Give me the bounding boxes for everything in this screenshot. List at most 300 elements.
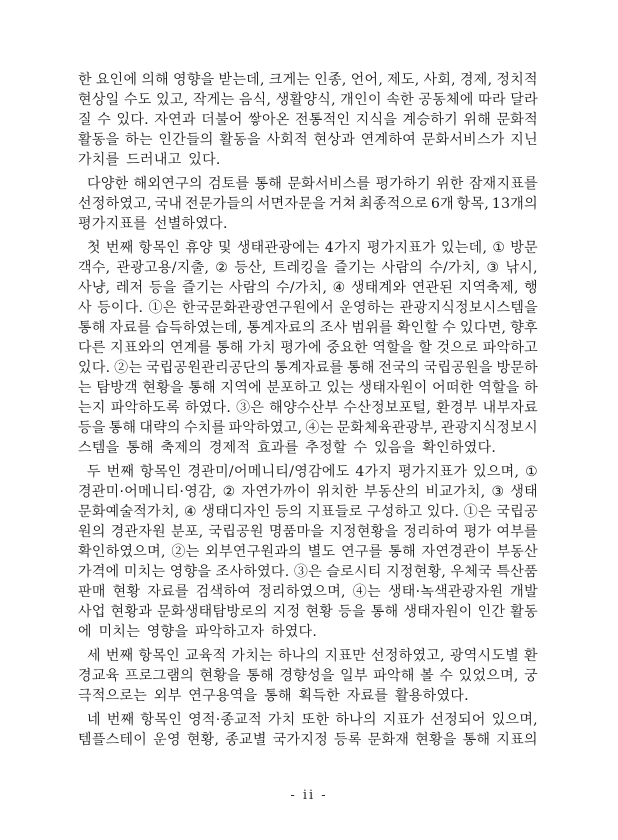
word: 국내 [154, 196, 183, 212]
word: 전통적인 [295, 112, 351, 128]
word: 경관미/어메니티/영감에도 [187, 464, 350, 480]
word: ②는 [114, 360, 143, 376]
text-line [78, 710, 538, 730]
word: 볼 [420, 668, 434, 684]
word: ③ [486, 260, 500, 276]
word: ②는 [171, 544, 200, 560]
word: 등록 [334, 732, 362, 748]
word: 영적·종교적 [188, 712, 262, 728]
word: 쌓아온 [248, 112, 290, 128]
word: 수/가치, [275, 280, 328, 296]
word: 통해 [246, 668, 275, 684]
word: 개인이 [340, 92, 382, 108]
word: ② [222, 484, 236, 500]
word: 하나의 [278, 648, 320, 664]
word: 번째 [105, 648, 134, 664]
word: 있다. [116, 112, 149, 128]
word: 통해 [108, 420, 137, 436]
word: 하는 [125, 132, 153, 148]
word: 현황 [112, 584, 141, 600]
text-line: 가치를 드러내고 있다. [78, 152, 221, 168]
word: 탐방객 [96, 380, 138, 396]
word: 운영하는 [339, 300, 395, 316]
text-line [78, 194, 538, 214]
word: 또한 [301, 712, 330, 728]
word: ① [492, 240, 506, 256]
word: 세 [87, 648, 101, 664]
text-line [78, 562, 538, 582]
word: 즐기는 [182, 280, 224, 296]
word: 자료를 [147, 584, 189, 600]
word: 활동을 [219, 132, 261, 148]
word: 다양한 [87, 176, 129, 192]
word: 경제, [459, 72, 493, 88]
word: 위치한 [316, 484, 359, 500]
page-number: - ii - [290, 788, 328, 803]
text-line: 에 미치는 영향을 파악하고자 하였다. [78, 624, 318, 640]
word: 등을 [148, 280, 177, 296]
word: 항목인 [140, 464, 182, 480]
word: 가치 [267, 712, 296, 728]
word: 일부 [340, 668, 368, 684]
word: 통해 [215, 340, 244, 356]
word: 따라 [478, 92, 506, 108]
word: 운영 [153, 732, 181, 748]
word: ③은 [236, 400, 265, 416]
word: 사람의 [381, 260, 424, 276]
word: 지표의 [496, 732, 538, 748]
word: 연관된 [411, 280, 454, 296]
word: 어떠한 [432, 380, 474, 396]
word: 통해 [370, 604, 399, 620]
word: 네 [87, 712, 101, 728]
word: 통해 [462, 732, 491, 748]
word: 비교가치, [425, 484, 486, 500]
word: 행 [524, 280, 538, 296]
word: 항목, [456, 196, 490, 212]
word: 항목인 [140, 712, 183, 728]
text-line [78, 482, 538, 502]
word: 두 [87, 464, 101, 480]
text-line [78, 602, 538, 622]
word: 광역시도별 [449, 648, 520, 664]
word: 가격에 [78, 564, 120, 580]
word: 지식을 [355, 112, 398, 128]
word: 인간들의 [158, 132, 214, 148]
word: 가치는 [231, 648, 273, 664]
text-line [78, 110, 538, 130]
word: 한 [78, 72, 92, 88]
word: 통해 [347, 360, 375, 376]
word: 문화적 [496, 112, 538, 128]
word: 선정하였고, [371, 648, 445, 664]
word: 한국문화관광연구원에서 [181, 300, 334, 316]
word: 첫 [87, 240, 101, 256]
word: 계승하기 [402, 112, 458, 128]
text-line [78, 666, 538, 686]
word: 외부연구원과의 [205, 544, 303, 560]
word: 특산품 [496, 564, 538, 580]
word: 연구를 [341, 544, 383, 560]
text-line [78, 462, 538, 482]
word: 구성하고 [367, 504, 423, 520]
word: 수도 [123, 92, 152, 108]
word: 판매 [78, 584, 106, 600]
word: ①은 [148, 300, 177, 316]
word: 위해 [463, 112, 492, 128]
word: 수 [97, 112, 112, 128]
word: 분포하고 [266, 380, 322, 396]
word: 수산정보포털, [343, 400, 432, 416]
word: 받는데, [218, 72, 265, 88]
word: 평가지표가 [398, 464, 468, 480]
word: 사람의 [229, 280, 271, 296]
word: 선정되어 [430, 712, 486, 728]
word: 객수, [78, 260, 111, 276]
text-line [78, 418, 538, 438]
word: 자연경관이 [421, 544, 491, 560]
word: 하였다. [184, 400, 232, 416]
word: 미치는 [123, 564, 166, 580]
word: 연계를 [169, 340, 212, 356]
text-line [78, 338, 538, 358]
word: 서면자문을 [256, 196, 326, 212]
word: 등산, [234, 260, 267, 276]
text-line [78, 318, 538, 338]
text-line [78, 542, 538, 562]
word: 중요한 [326, 340, 368, 356]
word: 통해 [388, 544, 416, 560]
word: 등의 [275, 504, 303, 520]
word: 통해 [254, 176, 283, 192]
word: 는 [78, 380, 92, 396]
word: 문화재 [367, 732, 410, 748]
word: 현황을 [142, 380, 184, 396]
text-line: 스템을 통해 축제의 경제적 효과를 추정할 수 있음을 확인하였다. [78, 440, 497, 456]
word: 역할을 [372, 340, 414, 356]
document-body [78, 70, 538, 754]
word: 요인에 [95, 72, 138, 88]
word: 생태자원이 [358, 380, 428, 396]
word: 있다. [426, 504, 460, 520]
word: 있다. [78, 360, 111, 376]
word: 파악하도록 [110, 400, 180, 416]
word: 자연과 [154, 112, 196, 128]
word: 경교육 [78, 668, 120, 684]
word: 파악해 [373, 668, 415, 684]
paragraph [78, 646, 538, 706]
text-line [78, 646, 538, 666]
word: 지표가 [382, 712, 425, 728]
word: 문화생태탐방로의 [157, 604, 268, 620]
word: 역할을 [478, 380, 520, 396]
word: 있는데, [441, 240, 488, 256]
word: 휴양 [185, 240, 213, 256]
word: 있으며, [491, 712, 538, 728]
paragraph [78, 238, 538, 458]
word: 관광지식정보시 [441, 420, 538, 436]
word: 있는 [326, 380, 354, 396]
word: 경관자원 [110, 524, 166, 540]
word: 분포, [171, 524, 204, 540]
word: 평가에 [280, 340, 322, 356]
word: 정치적 [496, 72, 538, 88]
word: 현황 [305, 604, 334, 620]
word: 프로그램의 [124, 668, 195, 684]
text-line [78, 174, 538, 194]
word: 부동산의 [364, 484, 420, 500]
word: 통해 [188, 380, 216, 396]
word: 번째 [106, 464, 135, 480]
word: 국립공원 [208, 524, 264, 540]
word: 등이다. [97, 300, 144, 316]
word: 위한 [436, 176, 464, 192]
word: 잠재지표를 [468, 176, 538, 192]
word: 는지 [78, 400, 106, 416]
word: ④는 [352, 584, 381, 600]
word: 대략의 [139, 420, 181, 436]
word: 생태자원이 [403, 604, 473, 620]
word: 방문하 [496, 360, 538, 376]
word: 지표와의 [110, 340, 166, 356]
word: 확인하였으며, [78, 544, 166, 560]
word: 활동 [510, 604, 538, 620]
word: 경관미·어메니티·영감, [78, 484, 217, 500]
word: 낚시, [505, 260, 538, 276]
text-line [78, 582, 538, 602]
word: 해양수산부 [269, 400, 339, 416]
word: 생태계와 [350, 280, 407, 296]
word: 영향을 [169, 564, 212, 580]
word: 평가지표가 [366, 240, 436, 256]
word: 파악하였고, [228, 420, 303, 436]
word: 별도 [307, 544, 336, 560]
word: ① [525, 464, 538, 480]
word: 자료를 [109, 320, 152, 336]
word: ④ [184, 504, 197, 520]
word: 작게는 [192, 92, 235, 108]
word: 생태 [510, 484, 538, 500]
word: 평가하기 [375, 176, 431, 192]
word: 레저 [115, 280, 144, 296]
word: 현황을 [415, 732, 457, 748]
word: 전국의 [378, 360, 420, 376]
word: 명품마을 [268, 524, 325, 540]
text-line: 극적으로는 외부 연구용역을 통해 획득한 자료를 활용하였다. [78, 688, 469, 704]
word: 최종적으로 [359, 196, 429, 212]
word: 우체국 [450, 564, 493, 580]
word: ③ [491, 484, 505, 500]
word: 환경부 [436, 400, 478, 416]
word: 개발 [510, 584, 538, 600]
word: 수/가치, [429, 260, 481, 276]
word: 부동산 [496, 544, 538, 560]
word: 하나의 [335, 712, 377, 728]
word: 4가지 [324, 240, 362, 256]
word: 지정현황을 [329, 524, 399, 540]
word: 범위를 [351, 320, 393, 336]
word: 템플스테이 [78, 732, 148, 748]
word: 해외연구의 [133, 176, 203, 192]
word: 13개의 [491, 196, 538, 212]
word: 평가 [463, 524, 492, 540]
word: 방문 [510, 240, 538, 256]
word: 생활양식, [275, 92, 336, 108]
word: 트레킹을 [272, 260, 328, 276]
word: 지정 [272, 604, 301, 620]
word: 6개 [430, 196, 454, 212]
word: 하 [524, 380, 538, 396]
paragraph [78, 70, 538, 170]
word: 연계하여 [360, 132, 417, 148]
word: 국가지정 [272, 732, 329, 748]
word: ③은 [293, 564, 323, 580]
word: 확인할 [396, 320, 439, 336]
text-line [78, 502, 538, 522]
word: 궁 [524, 668, 538, 684]
word: 크게는 [268, 72, 311, 88]
word: 국립공원을 [423, 360, 493, 376]
word: 현상일 [78, 92, 120, 108]
word: 습득하였는데, [155, 320, 243, 336]
text-line [78, 130, 538, 150]
word: 지표만 [324, 648, 366, 664]
word: 조사하였다. [215, 564, 290, 580]
word: 항목인 [138, 648, 180, 664]
word: 있으며, [473, 464, 520, 480]
word: 있었으며, [458, 668, 519, 684]
word: 등을 [338, 604, 366, 620]
word: 검색하여 [195, 584, 252, 600]
text-line [78, 238, 538, 258]
word: 있고, [156, 92, 189, 108]
word: 자연가까이 [241, 484, 311, 500]
word: 수치를 [183, 420, 226, 436]
word: 수 [439, 668, 454, 684]
paragraph [78, 710, 538, 750]
word: 문화체육관광부, [336, 420, 439, 436]
word: 지역에 [220, 380, 262, 396]
word: 번째 [106, 712, 135, 728]
word: 통계자료를 [274, 360, 344, 376]
word: 음식, [238, 92, 272, 108]
word: 문화서비스가 [421, 132, 505, 148]
word: 사회적 [266, 132, 308, 148]
word: 정리하여 [403, 524, 459, 540]
word: 여부를 [496, 524, 538, 540]
word: 검토를 [207, 176, 250, 192]
word: ④ [332, 280, 346, 296]
word: 4가지 [355, 464, 393, 480]
text-line [78, 522, 538, 542]
word: 정리하였으며, [258, 584, 346, 600]
word: 국립공원관리공단의 [146, 360, 271, 376]
word: 달라 [510, 92, 538, 108]
word: 번째 [105, 240, 134, 256]
word: 문화서비스를 [287, 176, 371, 192]
word: 사업 [78, 604, 106, 620]
word: 지정현황, [386, 564, 447, 580]
word: 파악하고 [482, 340, 538, 356]
word: 슬로시티 [326, 564, 382, 580]
word: 사냥, [78, 280, 111, 296]
word: 가치 [248, 340, 276, 356]
word: 종교별 [225, 732, 267, 748]
word: 등을 [78, 420, 106, 436]
word: 다른 [78, 340, 106, 356]
text-line [78, 90, 538, 110]
word: 관광고용/지출, [116, 260, 210, 276]
word: 현황과 [110, 604, 153, 620]
word: 속한 [386, 92, 414, 108]
word: 문화예술적가치, [78, 504, 180, 520]
word: 지역축제, [458, 280, 519, 296]
word: 국립공 [496, 504, 538, 520]
text-line [78, 730, 538, 750]
word: 관광지식정보시스템을 [399, 300, 538, 316]
word: 통해 [78, 320, 106, 336]
word: 사 [78, 300, 92, 316]
word: 활동을 [78, 132, 120, 148]
word: 것으로 [436, 340, 479, 356]
text-line [78, 258, 538, 278]
word: ④는 [305, 420, 334, 436]
word: 생태·녹색관광자원 [387, 584, 504, 600]
word: 및 [217, 240, 232, 256]
word: ①은 [463, 504, 492, 520]
word: 조사 [319, 320, 348, 336]
word: 인간 [477, 604, 506, 620]
word: 교육적 [185, 648, 227, 664]
text-line [78, 378, 538, 398]
word: 질 [78, 112, 92, 128]
word: 할 [418, 340, 433, 356]
paragraph [78, 174, 538, 234]
paragraph [78, 462, 538, 642]
text-line: 평가지표를 선별하였다. [78, 216, 228, 232]
word: 지닌 [510, 132, 538, 148]
text-line [78, 358, 538, 378]
word: 수 [442, 320, 457, 336]
word: 거쳐 [328, 196, 357, 212]
word: 사회, [423, 72, 456, 88]
word: 전문가들의 [185, 196, 255, 212]
word: 더불어 [201, 112, 243, 128]
text-line [78, 278, 538, 298]
word: 제도, [387, 72, 420, 88]
word: 현황, [186, 732, 220, 748]
word: 즐기는 [334, 260, 376, 276]
word: 항목인 [138, 240, 181, 256]
word: 있다면, [460, 320, 507, 336]
word: 공동체에 [418, 92, 474, 108]
word: 현상과 [313, 132, 356, 148]
word: 내부자료 [482, 400, 538, 416]
word: 인종, [314, 72, 347, 88]
word: 경향성을 [279, 668, 335, 684]
word: 통계자료의 [246, 320, 316, 336]
word: ② [215, 260, 229, 276]
word: 선정하였고, [78, 196, 152, 212]
word: 의해 [141, 72, 169, 88]
text-line [78, 298, 538, 318]
word: 영향을 [173, 72, 215, 88]
word: 언어, [350, 72, 384, 88]
text-line [78, 70, 538, 90]
word: 원의 [78, 524, 106, 540]
word: 생태관광에는 [236, 240, 320, 256]
word: 생태디자인 [201, 504, 271, 520]
